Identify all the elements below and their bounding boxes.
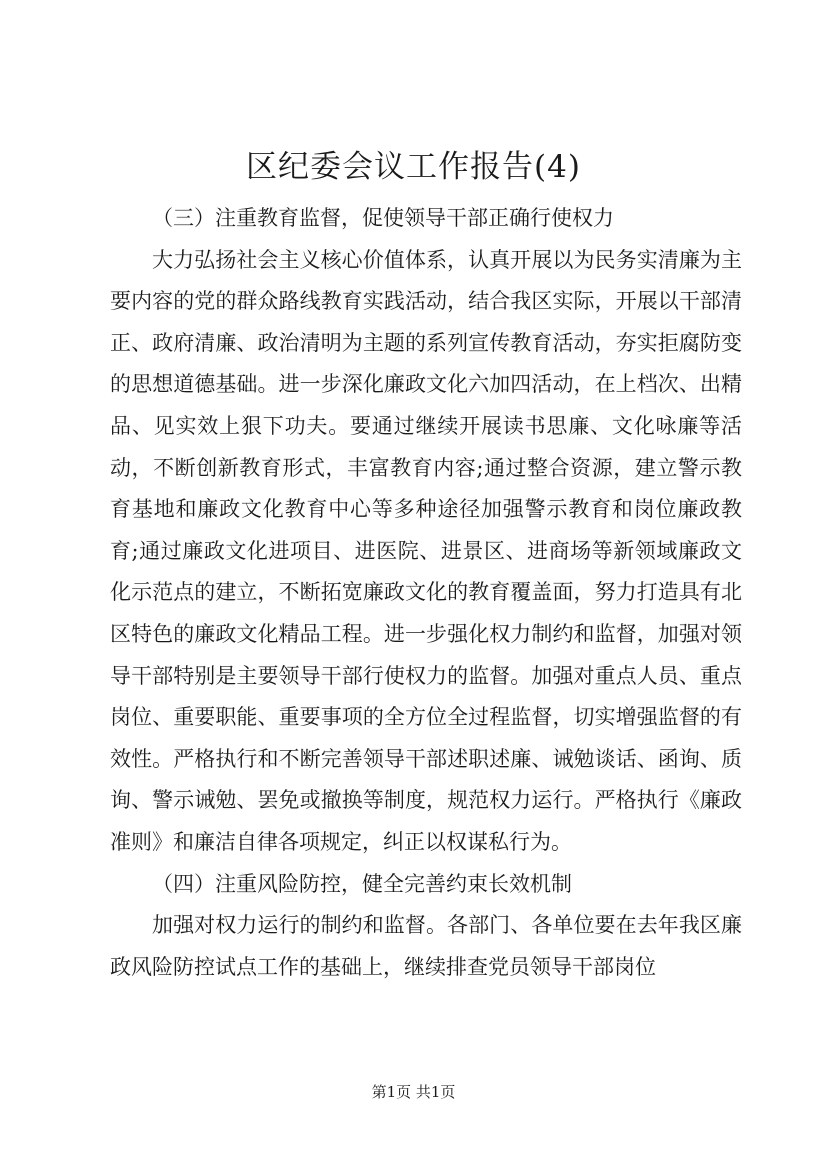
page-footer: 第1页 共1页 <box>371 1083 456 1101</box>
section-heading-4: （四）注重风险防控，健全完善约束长效机制 <box>152 871 572 896</box>
document-title: 区纪委会议工作报告(4) <box>246 149 581 185</box>
document-body <box>110 198 742 988</box>
body-paragraph: 加强对权力运行的制约和监督。各部门、各单位要在去年我区廉政风险防控试点工作的基础上，继续排查党员领导干部岗位 <box>110 913 742 979</box>
section-heading-3: （三）注重教育监督，促使领导干部正确行使权力 <box>152 206 614 230</box>
body-paragraph: 大力弘扬社会主义核心价值体系，认真开展以为民务实清廉为主要内容的党的群众路线教育实践活动，结合我区实际，开展以干部清正、政府清廉、政治清明为主题的系列宣传教育活动，夯实拒腐防变的思想道德基础。进一步深化廉政文化六加四活动，在上档次、出精品、见实效上狠下功夫。要通过继续开展读书思廉、文化咏廉等活动，不断创新教育形式，丰富教育内容;通过整合资源，建立警示教育基地和廉政文化教育中心等多种途径加强警示教育和岗位廉政教育;通过廉政文化进项目、进医院、进景区、进商场等新领域廉政文化示范点的建立，不断拓宽廉政文化的教育覆盖面，努力打造具有北区特色的廉政文化精品工程。进一步强化权力制约和监督，加强对领导干部特别是主要领导干部行使权力的监督。加强对重点人员、重点岗位、重要职能、重要事项的全方位全过程监督，切实增强监督的有效性。严格执行和不断完善领导干部述职述廉、诫勉谈话、函询、质询、警示诫勉、罢免或撤换等制度，规范权力运行。严格执行《廉政准则》和廉洁自律各项规定，纠正以权谋私行为。 <box>110 247 742 854</box>
